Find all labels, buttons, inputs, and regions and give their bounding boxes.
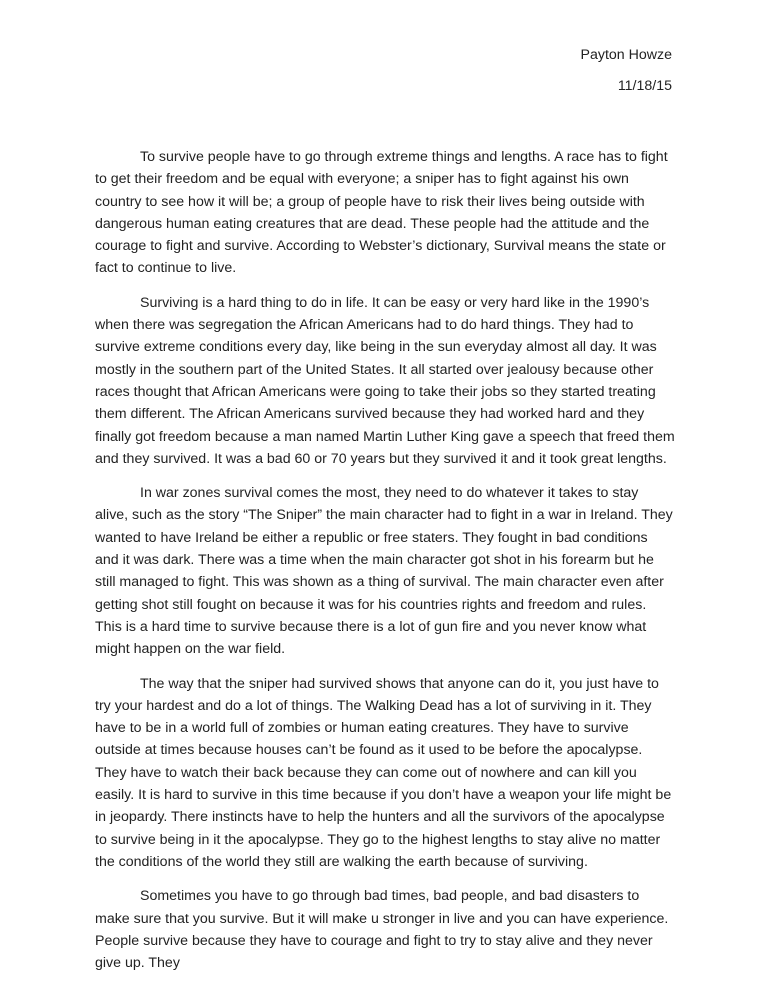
paragraph-4: The way that the sniper had survived shows that anyone can do it, you just have to try your hardest and do a lot of things. The Walking Dead has a lot of surviving in it. They have to be in a world full of zombies or human eating creatures. They have to survive outside at times because houses can’t be found as it used to be before the apocalypse. They have to watch their back because they can come out of nowhere and can kill you easily. It is hard to survive in this time because if you don’t have a weapon your life might be in jeopardy. There instincts have to help the hunters and all the survivors of the apocalypse to survive being in it the apocalypse. They go to the highest lengths to stay alive no matter the conditions of the world they still are walking the earth because of surviving. (95, 675, 672, 870)
document-header (581, 40, 672, 102)
paragraph-2: Surviving is a hard thing to do in life. It can be easy or very hard like in the 1990’s when there was segregation the African Americans had to do hard things. They had to survive extreme conditions every day, like being in the sun everyday almost all day. It was mostly in the southern part of the United States. It all started over jealousy because other races thought that African Americans were going to take their jobs so they started treating them different. The African Americans survived because they had worked hard and they finally got freedom because a man named Martin Luther King gave a speech that freed them and they survived. It was a bad 60 or 70 years but they survived it and it took great lengths. (95, 294, 675, 467)
paragraph-5: Sometimes you have to go through bad times, bad people, and bad disasters to make sure that you survive. But it will make u stronger in live and you can have experience. People survive because they have to courage and fight to try to stay alive and they never give up. They (95, 888, 669, 972)
paragraph-1: To survive people have to go through extreme things and lengths. A race has to fight to get their freedom and be equal with everyone; a sniper has to fight against his own country to see how it will be; a group of people have to risk their lives being outside with dangerous human eating creatures that are dead. These people had the attitude and the courage to fight and survive. According to Webster’s dictionary, Survival means the state or fact to continue to live. (95, 149, 668, 277)
author-name: Payton Howze (580, 47, 672, 63)
document-date: 11/18/15 (617, 78, 672, 94)
essay-body (95, 146, 675, 986)
paragraph-3: In war zones survival comes the most, they need to do whatever it takes to stay alive, such as the story “The Sniper” the main character had to fight in a war in Ireland. They wanted to have Ireland be either a republic or free staters. They fought in bad conditions and it was dark. There was a time when the main character got shot in his forearm but he still managed to fight. This was shown as a thing of survival. The main character even after getting shot still fought on because it was for his countries rights and freedom and rules. This is a hard time to survive because there is a lot of gun fire and you never know what might happen on the war field. (95, 485, 673, 658)
